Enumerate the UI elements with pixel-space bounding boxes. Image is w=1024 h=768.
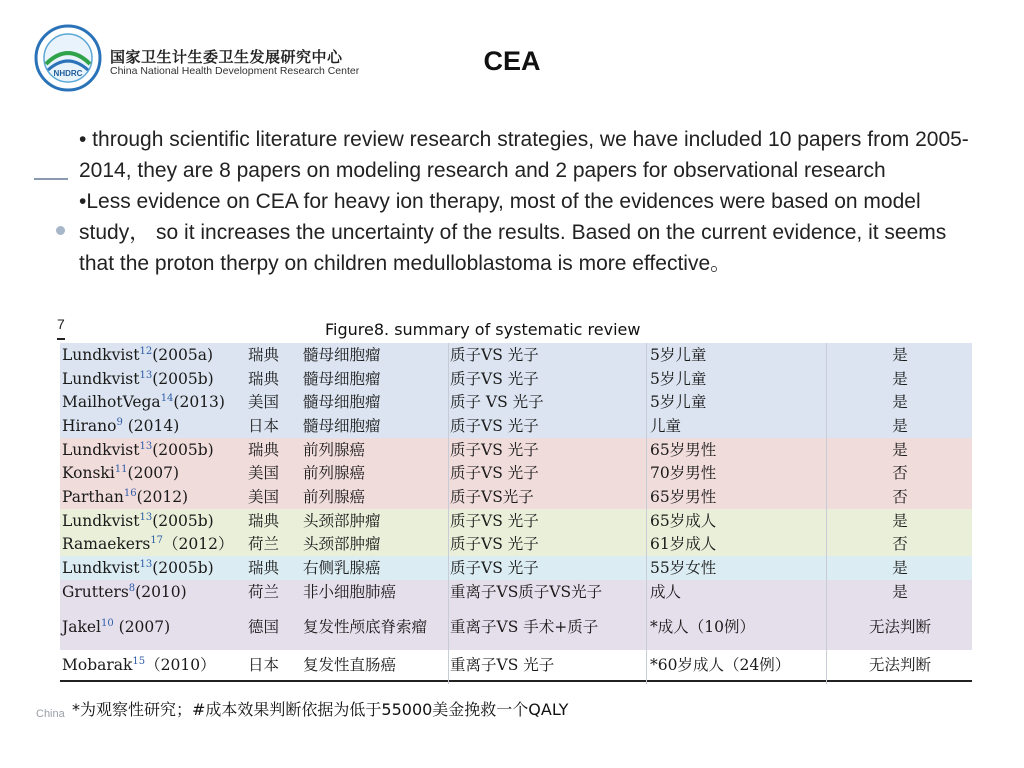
cell-result: 否 [892, 535, 908, 554]
cell-result: 是 [892, 582, 908, 601]
cell-disease: 头颈部肿瘤 [303, 511, 381, 530]
cell-result: 是 [892, 511, 908, 530]
publication-year: (2005a) [152, 345, 214, 364]
cell-disease: 髓母细胞瘤 [303, 345, 381, 364]
reference-number: 11 [114, 464, 128, 476]
author-name: Mobarak [62, 655, 133, 674]
cell-country: 美国 [248, 487, 280, 506]
cell-author [60, 414, 246, 438]
reference-number: 15 [132, 655, 146, 667]
cell-author [60, 367, 246, 391]
cell-country: 瑞典 [248, 511, 280, 530]
cell-result: 无法判断 [828, 650, 972, 681]
table-row [60, 533, 972, 557]
cell-author [60, 650, 246, 681]
cell-result: 否 [892, 464, 908, 483]
table-row [60, 414, 972, 438]
cell-author [60, 390, 246, 414]
bullet-item: •Less evidence on CEA for heavy ion therapy, most of the evidences were based on model study， so it increases the uncertainty of the results. Based on the current evidence, it seems that the proton therpy on children medulloblastoma is more effective。 [79, 190, 947, 275]
cell-author [60, 343, 246, 367]
cell-therapy: 质子VS 光子 [450, 535, 539, 554]
reference-number: 17 [150, 535, 164, 547]
cell-country: 德国 [248, 617, 280, 636]
side-mark-underline [57, 338, 65, 340]
publication-year: (2005b) [152, 559, 214, 578]
cell-population: 65岁男性 [650, 440, 717, 459]
cell-country: 瑞典 [248, 440, 280, 459]
side-dot-icon [56, 226, 65, 235]
publication-year: (2012) [136, 487, 189, 506]
cell-disease: 前列腺癌 [303, 487, 366, 506]
cell-author [60, 438, 246, 462]
org-name-cn: 国家卫生计生委卫生发展研究中心 [110, 48, 343, 66]
author-name: Ramaekers [62, 535, 151, 554]
cell-therapy: 质子VS 光子 [450, 511, 539, 530]
cell-disease: 复发性颅底脊索瘤 [303, 617, 428, 636]
cell-country: 瑞典 [248, 345, 280, 364]
table-row [60, 438, 972, 462]
table-row [60, 367, 972, 391]
publication-year: (2007) [113, 617, 171, 636]
cell-country: 日本 [248, 416, 280, 435]
cell-population: 55岁女性 [650, 559, 717, 578]
table-row [60, 604, 972, 650]
author-name: Grutters [62, 582, 129, 601]
publication-year: (2005b) [152, 369, 214, 388]
cell-disease: 前列腺癌 [303, 464, 366, 483]
reference-number: 13 [139, 440, 153, 452]
cell-result: 是 [892, 393, 908, 412]
table-row [60, 343, 972, 367]
cell-country: 日本 [246, 650, 301, 681]
cell-result: 是 [892, 559, 908, 578]
column-separator [646, 343, 647, 684]
publication-year: (2005b) [152, 440, 214, 459]
cell-author [60, 556, 246, 580]
summary-table-body [60, 343, 972, 681]
cell-disease: 非小细胞肺癌 [303, 582, 397, 601]
table-row [60, 580, 972, 604]
cell-disease: 头颈部肿瘤 [303, 535, 381, 554]
org-name-en: China National Health Development Research Center [110, 65, 360, 77]
cell-author [60, 533, 246, 557]
cell-disease: 髓母细胞瘤 [303, 416, 381, 435]
author-name: MailhotVega [62, 393, 161, 412]
side-divider [34, 178, 68, 180]
author-name: Lundkvist [62, 559, 140, 578]
cell-author [60, 461, 246, 485]
table-row [60, 485, 972, 509]
reference-number: 9 [116, 416, 123, 428]
reference-number: 16 [123, 487, 137, 499]
cell-disease: 复发性直肠癌 [301, 650, 448, 681]
cell-therapy: 质子 VS 光子 [450, 393, 544, 412]
cell-therapy: 重离子VS 光子 [448, 650, 648, 681]
cell-author [60, 604, 246, 650]
cell-population: 65岁成人 [650, 511, 717, 530]
table-row [60, 509, 972, 533]
cell-disease: 前列腺癌 [303, 440, 366, 459]
table-row [60, 390, 972, 414]
figure-caption: Figure8. summary of systematic review [325, 320, 641, 339]
table-row [60, 650, 972, 681]
publication-year: (2007) [127, 464, 180, 483]
cell-population: 5岁儿童 [650, 369, 707, 388]
author-name: Lundkvist [62, 440, 140, 459]
author-name: Jakel [62, 617, 101, 636]
cell-country: 荷兰 [248, 582, 280, 601]
cell-therapy: 质子VS 光子 [450, 464, 539, 483]
author-name: Lundkvist [62, 369, 140, 388]
column-separator [826, 343, 827, 684]
summary-table [60, 343, 972, 682]
cell-country: 美国 [248, 464, 280, 483]
cell-therapy: 质子VS光子 [450, 487, 534, 506]
cell-population: *60岁成人（24例） [648, 650, 828, 681]
cell-result: 是 [892, 369, 908, 388]
reference-number: 10 [100, 617, 114, 629]
cell-population: 成人 [650, 582, 682, 601]
publication-year: (2010) [135, 582, 187, 601]
bullet-item: • through scientific literature review research strategies, we have included 10 papers from 2005-2014, they are 8 papers on modeling research and 2 papers for observational research [79, 128, 969, 182]
reference-number: 13 [139, 369, 153, 381]
cell-disease: 髓母细胞瘤 [303, 393, 381, 412]
cell-population: 70岁男性 [650, 464, 717, 483]
cell-therapy: 重离子VS 手术+质子 [450, 617, 599, 636]
slide-title: CEA [483, 46, 541, 76]
cell-result: 无法判断 [868, 617, 931, 636]
cell-country: 荷兰 [248, 535, 280, 554]
table-row [60, 461, 972, 485]
table-row [60, 556, 972, 580]
author-name: Lundkvist [62, 345, 140, 364]
reference-number: 12 [139, 345, 153, 357]
cell-result: 是 [892, 345, 908, 364]
column-separator [448, 343, 449, 684]
author-name: Hirano [62, 416, 117, 435]
cell-population: 61岁成人 [650, 535, 717, 554]
cell-result: 是 [892, 416, 908, 435]
cell-therapy: 重离子VS质子VS光子 [450, 582, 603, 601]
cell-therapy: 质子VS 光子 [450, 369, 539, 388]
author-name: Konski [62, 464, 115, 483]
reference-number: 13 [139, 511, 153, 523]
cell-country: 瑞典 [248, 369, 280, 388]
side-mark: 7 [57, 316, 65, 332]
cell-population: 65岁男性 [650, 487, 717, 506]
cell-author [60, 485, 246, 509]
cell-population: *成人（10例） [650, 617, 755, 636]
publication-year: (2013) [173, 393, 225, 412]
footer-clip-text: China [36, 708, 65, 720]
reference-number: 13 [139, 559, 153, 571]
cell-disease: 右侧乳腺癌 [303, 559, 381, 578]
cell-population: 5岁儿童 [650, 393, 707, 412]
cell-therapy: 质子VS 光子 [450, 440, 539, 459]
reference-number: 14 [160, 393, 174, 405]
publication-year: （2012） [163, 535, 234, 554]
cell-therapy: 质子VS 光子 [450, 345, 539, 364]
cell-disease: 髓母细胞瘤 [303, 369, 381, 388]
cell-author [60, 580, 246, 604]
cell-author [60, 509, 246, 533]
cell-therapy: 质子VS 光子 [450, 416, 539, 435]
cell-country: 美国 [248, 393, 280, 412]
cell-result: 否 [892, 487, 908, 506]
bullet-list [79, 124, 979, 279]
cell-country: 瑞典 [248, 559, 280, 578]
publication-year: (2014) [122, 416, 180, 435]
footnote: *为观察性研究；#成本效果判断依据为低于55000美金挽救一个QALY [72, 700, 569, 719]
logo-text: NHDRC [53, 69, 83, 78]
publication-year: (2005b) [152, 511, 214, 530]
cell-therapy: 质子VS 光子 [450, 559, 539, 578]
cell-result: 是 [892, 440, 908, 459]
publication-year: （2010） [145, 655, 216, 674]
author-name: Parthan [62, 487, 124, 506]
cell-population: 儿童 [650, 416, 682, 435]
cell-population: 5岁儿童 [650, 345, 707, 364]
reference-number: 8 [128, 582, 136, 594]
author-name: Lundkvist [62, 511, 140, 530]
